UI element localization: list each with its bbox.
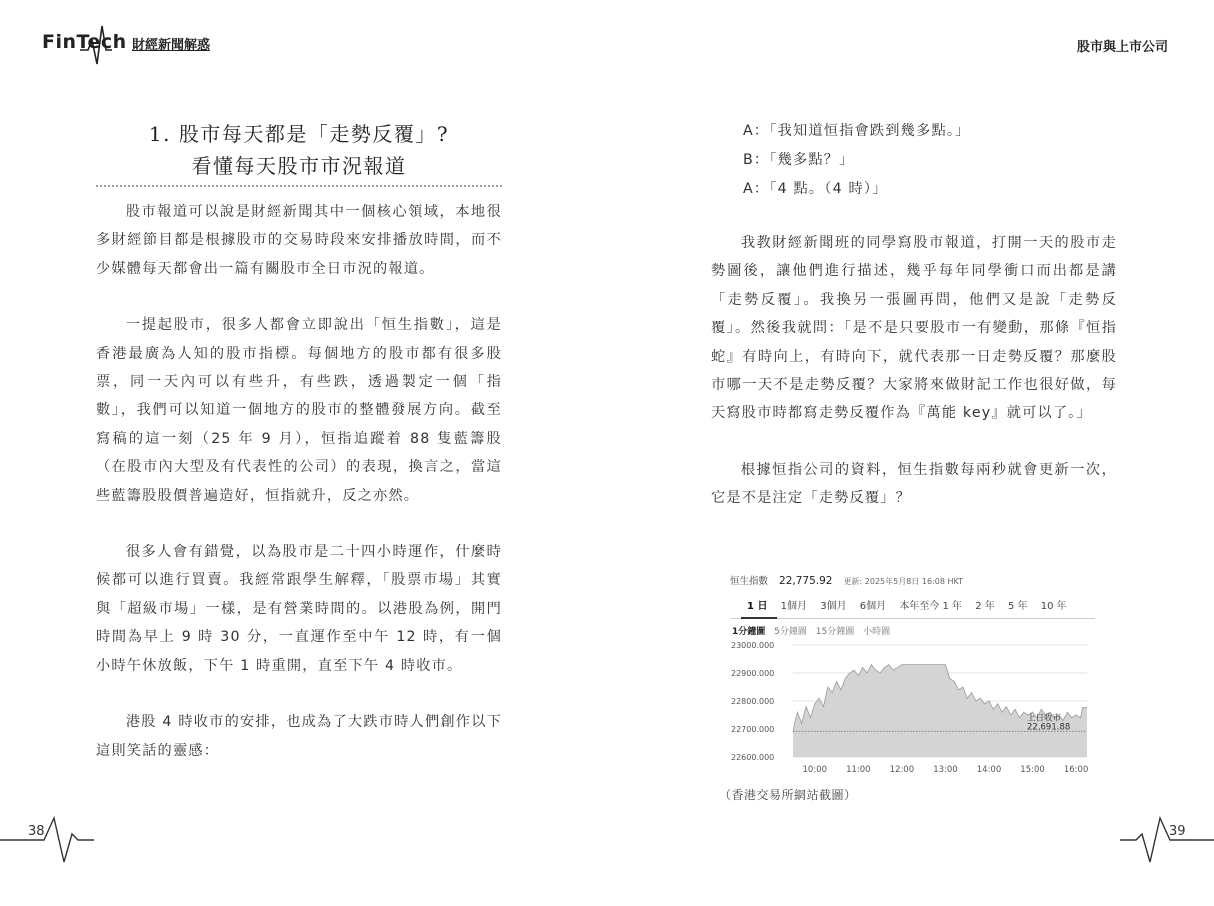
x-tick-label: 14:00 bbox=[976, 765, 1002, 775]
logo-text: FinTech bbox=[42, 31, 127, 53]
index-value: 22,775.92 bbox=[779, 575, 833, 587]
chart-plot bbox=[727, 570, 1097, 782]
index-name: 恒生指數 bbox=[730, 576, 769, 587]
pulse-icon-left bbox=[0, 812, 100, 868]
y-tick-label: 22600.000 bbox=[731, 753, 775, 762]
x-tick-label: 10:00 bbox=[802, 765, 828, 775]
y-tick-label: 23000.000 bbox=[731, 641, 775, 650]
dialogue-line: B：「幾多點？」 bbox=[743, 152, 855, 168]
x-tick-label: 11:00 bbox=[846, 765, 871, 775]
heading-line1: 1. 股市每天都是「走勢反覆」? bbox=[148, 122, 450, 146]
paragraph: 股市報道可以說是財經新聞其中一個核心領域，本地很多財經節目都是根據股市的交易時段來安排播放時間，而不少媒體每天都會出一篇有關股市全日市況的報道。 bbox=[96, 204, 502, 277]
pulse-icon-right bbox=[1114, 812, 1214, 868]
page-number-right: 39 bbox=[1169, 824, 1186, 839]
page-number-left: 38 bbox=[28, 824, 45, 839]
paragraph: 一提起股市，很多人都會立即說出「恒生指數」，這是香港最廣為人知的股市指標。每個地方的股市都有很多股票，同一天內可以有些升，有些跌，透過製定一個「指數」，我們可以知道一個地方的股市的整體發展方向。截至寫稿的這一刻（25 年 9 月），恒指追蹤着 88 隻藍籌股（在股市內大型及有代表性的公司）的表現，換言之，當這些藍籌股股價普遍造好，恒指就升，反之亦然。 bbox=[96, 317, 502, 504]
joke-dialogue bbox=[711, 117, 1117, 204]
y-tick-label: 22900.000 bbox=[731, 669, 775, 678]
paragraph: 根據恒指公司的資料，恒生指數每兩秒就會更新一次，它是不是注定「走勢反覆」？ bbox=[711, 461, 1117, 507]
series-area bbox=[793, 665, 1087, 757]
range-tab[interactable]: 1個月 bbox=[780, 601, 808, 612]
previous-close-label: 上日收市 bbox=[1027, 713, 1062, 724]
dialogue-line: A：「我知道恒指會跌到幾多點。」 bbox=[743, 123, 971, 139]
range-tab[interactable]: 2 年 bbox=[975, 601, 995, 612]
fintech-logo bbox=[40, 22, 260, 72]
interval-tab[interactable]: 5分鐘圖 bbox=[774, 627, 807, 637]
x-tick-label: 16:00 bbox=[1063, 765, 1089, 775]
right-column bbox=[711, 117, 1117, 541]
paragraph: 很多人會有錯覺，以為股市是二十四小時運作，什麼時候都可以進行買賣。我經常跟學生解釋，「股票市場」其實與「超級市場」一樣，是有營業時間的。以港股為例，開門時間為早上 9 時 30 分，一直運作至中午 12 時，有一個小時午休放飯，下午 1 時重開，直至下午 4 時收市。 bbox=[96, 544, 502, 674]
dialogue-line: A：「4 點。（4 時）」 bbox=[743, 181, 888, 197]
section-heading bbox=[96, 118, 502, 182]
paragraph: 港股 4 時收市的安排，也成為了大跌市時人們創作以下這則笑話的靈感： bbox=[96, 714, 502, 759]
dotted-divider bbox=[96, 185, 502, 187]
range-tab[interactable]: 3個月 bbox=[820, 601, 847, 612]
range-tab[interactable]: 本年至今 1 年 bbox=[899, 601, 963, 612]
left-column bbox=[96, 198, 502, 793]
range-tab[interactable]: 6個月 bbox=[859, 601, 887, 612]
logo-subtitle: 財經新聞解惑 bbox=[132, 38, 211, 53]
interval-tab[interactable]: 1分鐘圖 bbox=[732, 627, 766, 637]
previous-close-value: 22,691.88 bbox=[1027, 722, 1071, 733]
range-tab[interactable]: 5 年 bbox=[1007, 601, 1028, 612]
figure-caption: （香港交易所網站截圖） bbox=[719, 788, 857, 802]
x-tick-label: 15:00 bbox=[1020, 765, 1045, 775]
update-time: 更新: 2025年5月8日 16:08 HKT bbox=[843, 577, 963, 586]
x-tick-label: 12:00 bbox=[889, 765, 915, 775]
paragraph: 我教財經新聞班的同學寫股市報道，打開一天的股市走勢圖後，讓他們進行描述，幾乎每年同學衝口而出都是講「走勢反覆」。我換另一張圖再問，他們又是說「走勢反覆」。然後我就問：「是不是只要股市一有變動，那條『恒指蛇』有時向上，有時向下，就代表那一日走勢反覆？那麼股市哪一天不是走勢反覆？大家將來做財記工作也很好做，每天寫股市時都寫走勢反覆作為『萬能 key』就可以了。」 bbox=[711, 235, 1117, 422]
range-tab[interactable]: 1 日 bbox=[747, 601, 768, 612]
interval-tab[interactable]: 小時圖 bbox=[863, 627, 891, 637]
hsi-chart-screenshot bbox=[727, 570, 1097, 782]
y-tick-label: 22800.000 bbox=[731, 697, 775, 706]
interval-tab[interactable]: 15分鐘圖 bbox=[815, 627, 855, 637]
heading-line2: 看懂每天股市市況報道 bbox=[191, 154, 407, 178]
x-tick-label: 13:00 bbox=[933, 765, 958, 775]
running-head-right: 股市與上市公司 bbox=[1076, 40, 1168, 55]
y-tick-label: 22700.000 bbox=[731, 725, 775, 734]
range-tab[interactable]: 10 年 bbox=[1040, 601, 1067, 612]
